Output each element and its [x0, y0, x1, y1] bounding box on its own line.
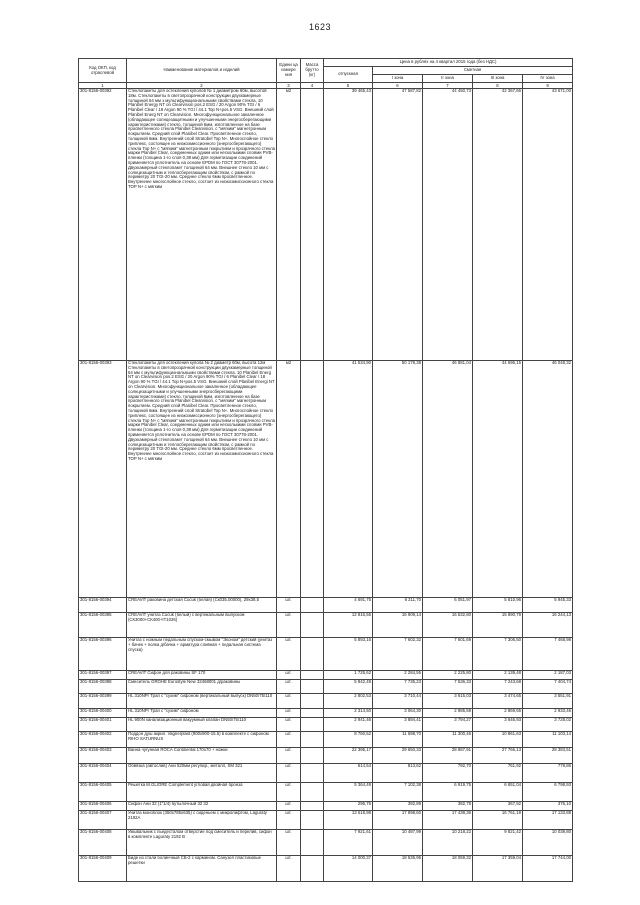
okp-code: 301-8156-00409: [79, 856, 127, 882]
price-zone-3: 15 890,79: [473, 613, 523, 638]
okp-code: 301-8156-00395: [79, 613, 127, 638]
price-zone-2: 46 881,04: [423, 361, 473, 598]
price-zone-1: 16 909,14: [373, 613, 423, 638]
price-zone-2: 7 601,69: [423, 638, 473, 671]
table-row: [79, 638, 573, 671]
price-zone-4: 2 933,46: [523, 709, 573, 718]
table-row: [79, 598, 573, 613]
okp-code: 301-8156-00394: [79, 598, 127, 613]
table-row: [79, 764, 573, 783]
mass: [301, 613, 324, 638]
price-zone-1: 3 064,30: [373, 709, 423, 718]
table-row: [79, 361, 573, 598]
price-zone-4: 376,10: [523, 802, 573, 811]
price-zone-1: 17 898,60: [373, 811, 423, 830]
price-zone-1: 50 178,38: [373, 361, 423, 598]
mass: [301, 694, 324, 709]
item-name: Ванна чугунная ROCA Continental 170x70 + ножки: [127, 748, 277, 764]
unit: шт.: [277, 638, 301, 671]
unit: шт.: [277, 748, 301, 764]
mass: [301, 598, 324, 613]
price-zone-2: 44 450,73: [423, 89, 473, 361]
unit: шт.: [277, 613, 301, 638]
price-zone-3: 10 861,63: [473, 732, 523, 748]
price-zone-2: 6 919,75: [423, 783, 473, 802]
price-zone-4: 2 187,03: [523, 671, 573, 680]
price-zone-4: 28 383,51: [523, 748, 573, 764]
price-zone-2: 2 985,59: [423, 709, 473, 718]
unit: м2: [277, 89, 301, 361]
price-zone-2: 10 218,22: [423, 830, 473, 856]
price-zone-3: 367,92: [473, 802, 523, 811]
header-mass: Масса брутто (кг): [301, 59, 324, 83]
table-row: [79, 830, 573, 856]
unit: шт.: [277, 802, 301, 811]
item-name: Умывальник с пьедесталом отверстие под смеситель и перелив, сифон в комплекте Laguraty 2192 В: [127, 830, 277, 856]
price-zone-4: 6 798,93: [523, 783, 573, 802]
table-row: [79, 613, 573, 638]
price-zone-3: 2 869,65: [473, 709, 523, 718]
price-zone-2: 2 225,80: [423, 671, 473, 680]
item-name: HL 310NPr Трап с "сухим" сифоном (вертикальный выпуск) DN50/75/110: [127, 694, 277, 709]
mass: [301, 680, 324, 694]
price-zone-2: 6 051,97: [423, 598, 473, 613]
price-zone-2: 792,70: [423, 764, 473, 783]
item-name-text: Стеклопакеты для остекления куполов № 1 диаметром 60м, высотой 18м. Стеклопакеты в светопрозрачной конструкции двухкамерные толщиной 64 мм з мультифункциональными свойствами стекла. 10 Planibel Energy NT on Clearvision pos.2 ESG / 20 Argon 90% TGI / 6 Planibel Clear / 18 Argon 90 % TGI / 44.1 Top N+pos.5 VSG. Внешний слой Planibel Energ NT on Clearvision. Многофункциональное закаленное (обладающее солнцезащитными и улучшенными энергосберегающими характеристиками) стекло, толщиной 6мм, изготовленное на базе просветленного стекла Planibel Clearvision, с "мягким" магнетронным покрытием. Средний слой Planibel Clear. Просветленное стекло, толщиной 6мм. Внутренний слой Stratobel Top N+. Многослойное стекло триплекс, состоящее из низкоэмиссионного (энергосберегающего) стекла Top N+ с "мягким" магнетронным покрытием и прозрачного стекла марки Planibel Clear, соединенных одним или несколькими слоями PVB-пленки (толщина 1-го слоя 0,38 мм) Для герметизации соединений применяется уплотнитель на основе EPDM по ГОСТ 30778-2001. Двухкамерный стеклопакет толщиной 64 мм. Внешнее стекло 10 мм с солнцезащитным и теплосберегающим свойством, с рамкой по периметру 20 TGI-20 мм. Среднее стекло 6мм просветленное. Внутреннее многослойное стекло, состоит из низкоэмиссионного стекла TOP N+ с мягким: [128, 89, 275, 189]
header-estimate: Сметная: [373, 67, 573, 75]
price-zone-4: 5 945,33: [523, 598, 573, 613]
mass: [301, 802, 324, 811]
unit: шт.: [277, 856, 301, 882]
item-name: [127, 89, 277, 361]
price-zone-3: 27 766,13: [473, 748, 523, 764]
price-table: [78, 58, 573, 882]
unit: шт.: [277, 811, 301, 830]
okp-code: 301-8156-00393: [79, 361, 127, 598]
price-release: 8 760,52: [324, 732, 373, 748]
mass: [301, 718, 324, 732]
price-release: 13 518,98: [324, 811, 373, 830]
price-release: 4 691,75: [324, 598, 373, 613]
unit: шт.: [277, 732, 301, 748]
mass: [301, 783, 324, 802]
header-prices: Цена в рублях на 4 квартал 2015 года (без НДС): [324, 59, 573, 67]
column-number: 1: [79, 83, 127, 89]
price-zone-1: 47 587,82: [373, 89, 423, 361]
price-zone-1: 29 650,33: [373, 748, 423, 764]
price-release: 41 534,90: [324, 361, 373, 598]
header-unit: Едини ца измере ния: [277, 59, 301, 83]
item-name: Унитаз моноблок (350x785x635) с сиденьем с микролифтом, Laguraty 2192А: [127, 811, 277, 830]
table-row: [79, 732, 573, 748]
header-zone-3: III зона: [473, 75, 523, 83]
price-zone-4: 778,86: [523, 764, 573, 783]
price-release: 2 802,53: [324, 694, 373, 709]
header-zone-4: IV зона: [523, 75, 573, 83]
price-release: 1 725,62: [324, 671, 373, 680]
table-row: [79, 89, 573, 361]
price-zone-1: 813,62: [373, 764, 423, 783]
price-zone-1: 18 535,95: [373, 856, 423, 882]
unit: шт.: [277, 764, 301, 783]
okp-code: 301-8156-00400: [79, 709, 127, 718]
table-row: [79, 709, 573, 718]
price-zone-4: 17 744,00: [523, 856, 573, 882]
okp-code: 301-8156-00403: [79, 748, 127, 764]
price-zone-2: 16 532,80: [423, 613, 473, 638]
price-zone-3: 7 306,50: [473, 638, 523, 671]
header-zone-2: II зона: [423, 75, 473, 83]
item-name: CREAVIT унитаз Cucuk (белый) с вертикальным выпуском (СК3000+СК400+IT1026): [127, 613, 277, 638]
price-zone-1: 392,89: [373, 802, 423, 811]
header-name: Наименование материалов и изделий: [127, 59, 277, 83]
unit: шт.: [277, 680, 301, 694]
price-zone-1: 2 284,55: [373, 671, 423, 680]
price-release: 12 816,55: [324, 613, 373, 638]
okp-code: 301-8156-00404: [79, 764, 127, 783]
price-zone-1: 11 598,70: [373, 732, 423, 748]
price-zone-3: 7 243,68: [473, 680, 523, 694]
table-row: [79, 718, 573, 732]
item-name: Унитаз с ножным педальным спуском-смывом "Эконом" детский (унитаз + бачек + полка д/бачка + арматура сливная + педальная система спуска): [127, 638, 277, 671]
price-zone-2: 7 536,33: [423, 680, 473, 694]
table-row: [79, 748, 573, 764]
price-zone-4: 10 039,80: [523, 830, 573, 856]
mass: [301, 748, 324, 764]
price-zone-3: 3 474,65: [473, 694, 523, 709]
okp-code: 301-8156-00397: [79, 671, 127, 680]
item-name: HL 310NPr Трап с "сухим" сифоном: [127, 709, 277, 718]
item-name: CREAVIT Сифон для раковины SF 170: [127, 671, 277, 680]
item-name-text: Стеклопакеты для остекления купола № 2 диаметр 60м, высота 12м Стеклопакеты в светопрозрачной конструкции двухкамерные толщиной 64 мм с мультифункциональными свойствами стекла. 10 Planibel Energ NT on Clearvision pos.2 ESG / 20 Argon 90% TGI / 6 Planibel Clear / 18 Argon 90 % TGI / 44.1 Top N+pos.5 VSG. Внешний слой Planibel Energi NT on Clearvision. Многофункциональное закаленное (обладающее солнцезащитными и улучшенными энергосберегающими характеристиками) стекло, толщиной 6мм, изготовленное на базе просветленного стекла Planibel Clearvision, с "мягким" магнетронным покрытием. Средний слой Planibel Clear. Просветленное стекло, толщиной 6мм. Внутренний слой Stratobel Top N+. Многослойное стекло триплекс, состоящее из низкоэмиссионного (энергосберегающего) стекла Top N+ с "мягким" магнетронным покрытием и прозрачного стекла марки Planibel Clear, соединенных одним или несколькими слоями PVB-пленки (толщина 1-го слоя 0,38 мм) Для герметизации соединений применяется уплотнитель на основе EPDM по ГОСТ 30778-2001. Двухкамерный стеклопакет толщиной 64 мм. Внешнее стекло 10 мм с солнцезащитным и теплосберегающим свойством, с рамкой по периметру 20 TGI-20 мм. Среднее стекло 6мм просветленное. Внутреннее многослойное стекло, состоит из низкоэмиссионного стекла TOP N+ с мягким: [128, 361, 275, 461]
okp-code: 301-8156-00406: [79, 802, 127, 811]
table-row: [79, 856, 573, 882]
price-release: 5 842,49: [324, 680, 373, 694]
price-zone-4: 11 103,14: [523, 732, 573, 748]
price-zone-3: 42 367,66: [473, 89, 523, 361]
price-zone-3: 5 810,96: [473, 598, 523, 613]
unit: шт.: [277, 709, 301, 718]
unit: шт.: [277, 718, 301, 732]
price-zone-4: 46 048,32: [523, 361, 573, 598]
price-zone-3: 17 359,04: [473, 856, 523, 882]
okp-code: 301-8156-00405: [79, 783, 127, 802]
column-number: 6: [373, 83, 423, 89]
page-number: 1623: [308, 22, 332, 32]
unit: шт.: [277, 694, 301, 709]
table-row: [79, 802, 573, 811]
price-zone-4: 17 133,88: [523, 811, 573, 830]
okp-code: 301-8156-00401: [79, 718, 127, 732]
mass: [301, 811, 324, 830]
item-name: [127, 361, 277, 598]
column-number: 9: [523, 83, 573, 89]
price-release: 2 314,50: [324, 709, 373, 718]
price-zone-4: 7 468,98: [523, 638, 573, 671]
price-zone-4: 43 671,00: [523, 89, 573, 361]
table-row: [79, 811, 573, 830]
mass: [301, 361, 324, 598]
price-zone-2: 3 794,27: [423, 718, 473, 732]
mass: [301, 671, 324, 680]
price-release: 5 893,16: [324, 638, 373, 671]
price-zone-1: 3 894,41: [373, 718, 423, 732]
price-zone-2: 382,78: [423, 802, 473, 811]
price-zone-3: 761,92: [473, 764, 523, 783]
price-zone-1: 7 735,23: [373, 680, 423, 694]
table-row: [79, 671, 573, 680]
price-zone-1: 10 487,99: [373, 830, 423, 856]
price-zone-3: 6 651,04: [473, 783, 523, 802]
okp-code: 301-8156-00392: [79, 89, 127, 361]
header-code: Код ОКП, код отраслевой: [79, 59, 127, 83]
column-number: 3: [277, 83, 301, 89]
column-number: 7: [423, 83, 473, 89]
price-release: 5 364,49: [324, 783, 373, 802]
mass: [301, 856, 324, 882]
price-zone-2: 28 887,91: [423, 748, 473, 764]
price-zone-2: 11 300,46: [423, 732, 473, 748]
price-release: 14 000,37: [324, 856, 373, 882]
table-row: [79, 694, 573, 709]
mass: [301, 638, 324, 671]
price-release: 39 465,43: [324, 89, 373, 361]
price-zone-4: 3 551,91: [523, 694, 573, 709]
item-name: CREAVIT раковина детская Cucuk (белая) (Ск035.00000), 29x38,5: [127, 598, 277, 613]
price-release: 614,54: [324, 764, 373, 783]
item-name: HL 900N канализационный вакуумный клапан DN50/75/110: [127, 718, 277, 732]
okp-code: 301-8156-00398: [79, 680, 127, 694]
price-zone-1: 6 211,70: [373, 598, 423, 613]
unit: м2: [277, 361, 301, 598]
column-number: 5: [324, 83, 373, 89]
price-zone-2: 3 615,03: [423, 694, 473, 709]
item-name: Обвязка (автослив) Ани 520мм регулир., металл, SM 321: [127, 764, 277, 783]
item-name: Поддон душ акрил. Vagnerplast (900x900-15.5) в комплекте с сифоном RIHO SATURNUS: [127, 732, 277, 748]
price-zone-2: 17 438,36: [423, 811, 473, 830]
mass: [301, 764, 324, 783]
price-release: 22 395,17: [324, 748, 373, 764]
column-number: 4: [301, 83, 324, 89]
price-zone-4: 7 404,74: [523, 680, 573, 694]
okp-code: 301-8156-00408: [79, 830, 127, 856]
item-name: Решетка M.GLIORE Complement угловая двойная бронза: [127, 783, 277, 802]
header-release: отпускная: [324, 67, 373, 83]
price-zone-3: 3 646,93: [473, 718, 523, 732]
price-zone-2: 18 059,32: [423, 856, 473, 882]
unit: шт.: [277, 671, 301, 680]
mass: [301, 732, 324, 748]
table-row: [79, 680, 573, 694]
price-zone-4: 16 244,13: [523, 613, 573, 638]
okp-code: 301-8156-00399: [79, 694, 127, 709]
price-zone-4: 3 728,02: [523, 718, 573, 732]
item-name: Смеситель GROHE Eurostyle New 32468001 д/раковины: [127, 680, 277, 694]
price-zone-3: 2 139,48: [473, 671, 523, 680]
price-release: 296,75: [324, 802, 373, 811]
unit: шт.: [277, 783, 301, 802]
unit: шт.: [277, 830, 301, 856]
price-release: 7 921,61: [324, 830, 373, 856]
item-name: Сифон Ани 32 (1"1/4) бутылочный 32 32: [127, 802, 277, 811]
price-zone-1: 3 710,44: [373, 694, 423, 709]
price-zone-1: 7 602,32: [373, 638, 423, 671]
item-name: Биде из стали болинчный СБ-2 с кармином. Санузел пластиковые решетки: [127, 856, 277, 882]
okp-code: 301-8156-00407: [79, 811, 127, 830]
price-zone-1: 7 102,38: [373, 783, 423, 802]
unit: шт.: [277, 598, 301, 613]
price-zone-3: 9 821,42: [473, 830, 523, 856]
mass: [301, 830, 324, 856]
header-zone-1: I зона: [373, 75, 423, 83]
price-release: 2 941,46: [324, 718, 373, 732]
okp-code: 301-8156-00396: [79, 638, 127, 671]
column-number: 2: [127, 83, 277, 89]
okp-code: 301-8156-00402: [79, 732, 127, 748]
price-zone-3: 16 761,19: [473, 811, 523, 830]
column-number: 8: [473, 83, 523, 89]
price-zone-3: 44 695,15: [473, 361, 523, 598]
table-row: [79, 783, 573, 802]
mass: [301, 89, 324, 361]
mass: [301, 709, 324, 718]
